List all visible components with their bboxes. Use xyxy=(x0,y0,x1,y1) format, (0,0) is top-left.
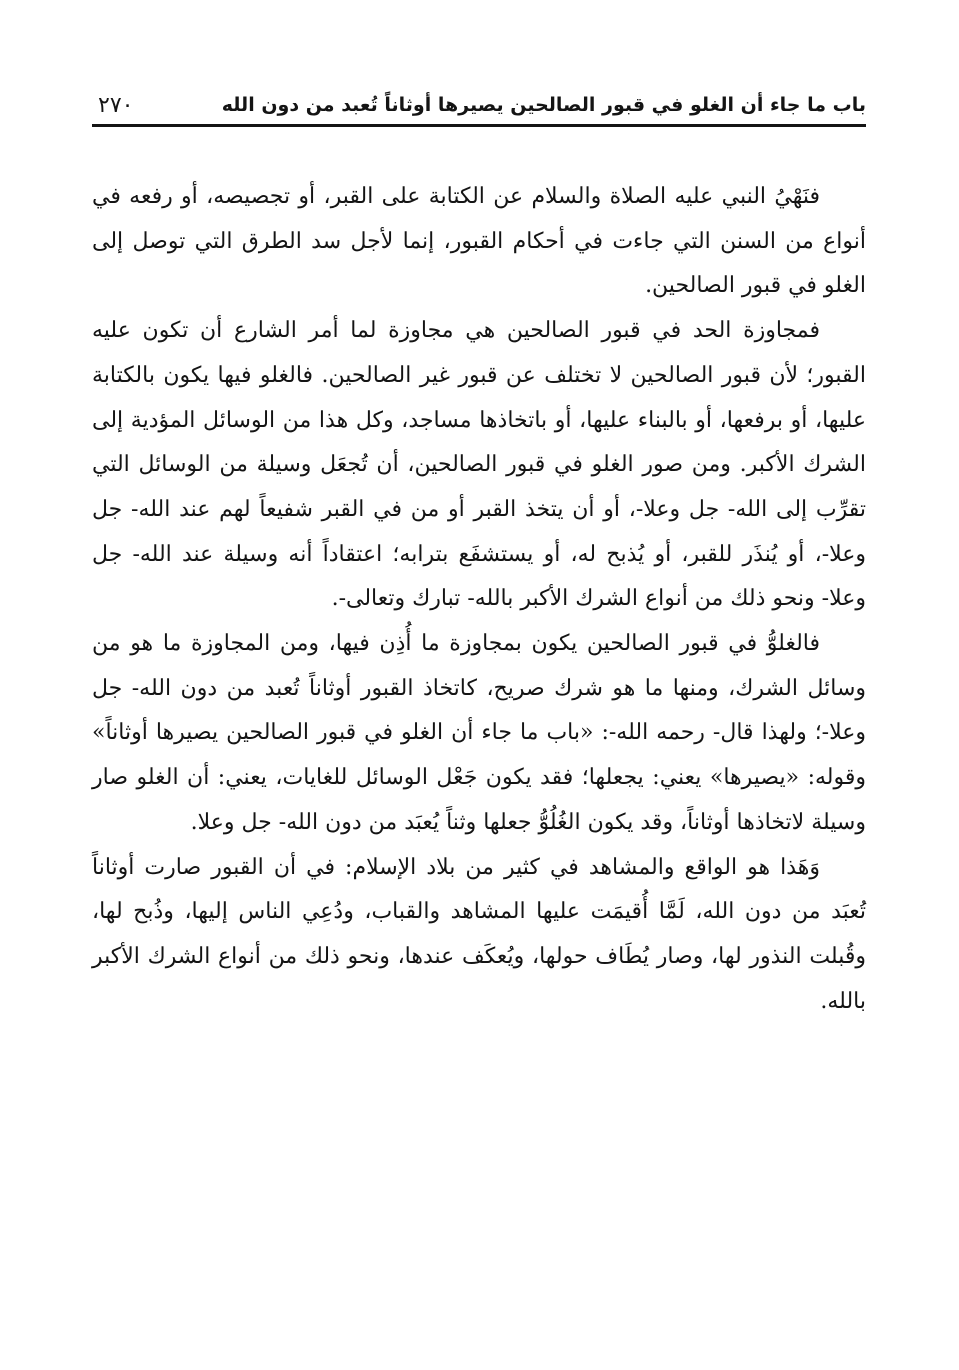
page-header xyxy=(92,88,866,122)
paragraph-4: وَهَذا هو الواقع والمشاهد في كثير من بلاد الإسلام: في أن القبور صارت أوثاناً تُعبَد من دون الله، لَمَّا أُقيمَت عليها المشاهد والقباب، ودُعِي الناس إليها، وذُبح لها، وقُبلت النذور لها، وصار يُطَاف حولها، ويُعكَف عندها، ونحو ذلك من أنواع الشرك الأكبر بالله. xyxy=(92,854,866,1014)
page-number: ٢٧٠ xyxy=(98,92,134,118)
body-text xyxy=(92,175,866,1024)
paragraph-3: فالغلوُّ في قبور الصالحين يكون بمجاوزة ما أُذِن فيها، ومن المجاوزة ما هو من وسائل الشرك، ومنها ما هو شرك صريح، كاتخاذ القبور أوثاناً تُعبد من دون الله- جل وعلا-؛ ولهذا قال- رحمه الله-: «باب ما جاء أن الغلو في قبور الصالحين يصيرها أوثاناً» وقوله: «يصيرها» يعني: يجعلها؛ فقد يكون جَعْل الوسائل للغايات، يعني: أن الغلو صار وسيلة لاتخاذها أوثاناً، وقد يكون الغُلُوُّ جعلها وثناً يُعبَد من دون الله- جل وعلا. xyxy=(92,631,866,835)
chapter-title: باب ما جاء أن الغلو في قبور الصالحين يصيرها أوثاناً تُعبد من دون الله xyxy=(221,94,866,116)
paragraph-2: فمجاوزة الحد في قبور الصالحين هي مجاوزة لما أمر الشارع أن تكون عليه القبور؛ لأن قبور الصالحين لا تختلف عن قبور غير الصالحين. فالغلو فيها يكون بالكتابة عليها، أو برفعها، أو بالبناء عليها، أو باتخاذها مساجد، وكل هذا من الوسائل المؤدية إلى الشرك الأكبر. ومن صور الغلو في قبور الصالحين، أن تُجعَل وسيلة من الوسائل التي تقرِّب إلى الله- جل وعلا-، أو أن يتخذ القبر أو من في القبر شفيعاً لهم عند الله- جل وعلا-، أو يُنذَر للقبر، أو يُذبح له، أو يستشفَع بترابه؛ اعتقاداً أنه وسيلة عند الله- جل وعلا- ونحو ذلك من أنواع الشرك الأكبر بالله- تبارك وتعالى-. xyxy=(92,318,866,612)
paragraph-1: فنَهْيُ النبي عليه الصلاة والسلام عن الكتابة على القبر، أو تجصيصه، أو رفعه في أنواع من السنن التي جاءت في أحكام القبور، إنما لأجل سد الطرق التي توصل إلى الغلو في قبور الصالحين. xyxy=(92,184,866,299)
header-divider xyxy=(92,124,866,127)
